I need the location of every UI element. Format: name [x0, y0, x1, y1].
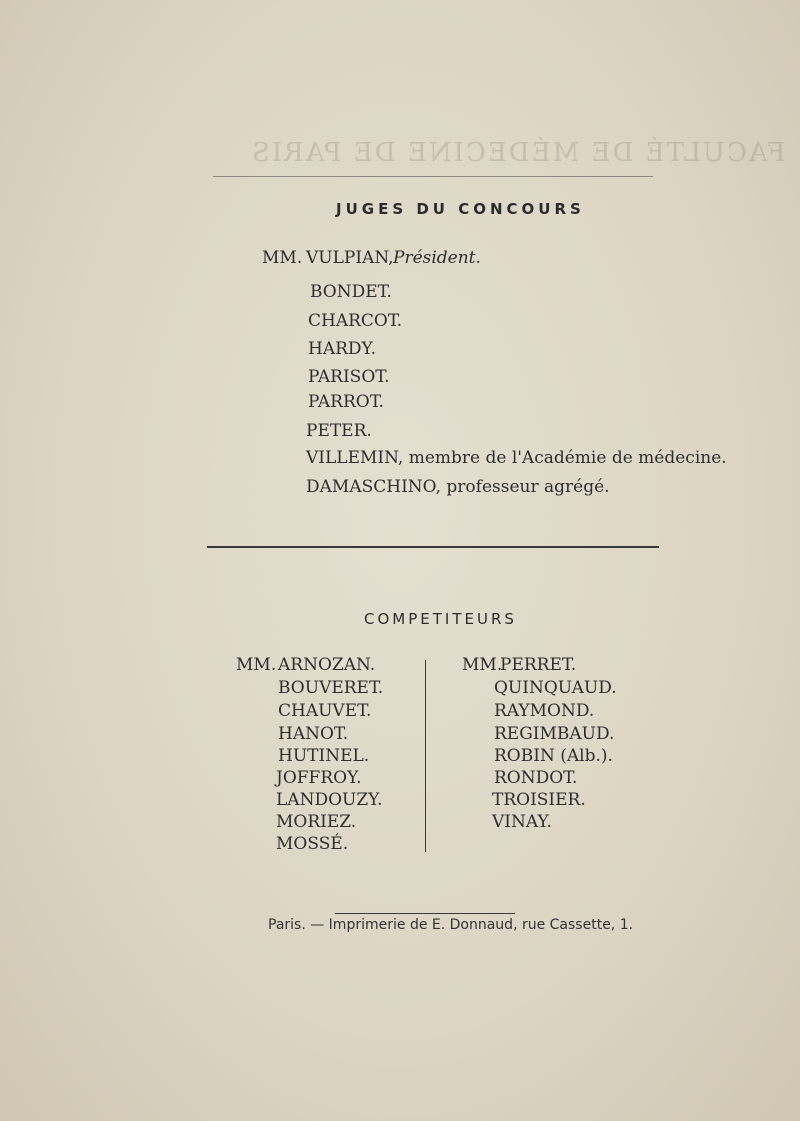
competitor-right: TROISIER.	[492, 790, 586, 810]
competitor-right: PERRET.	[500, 655, 577, 675]
juges-mm: MM.	[262, 248, 303, 268]
competitor-left: HUTINEL.	[278, 746, 370, 766]
competitor-left: ARNOZAN.	[278, 655, 376, 675]
right-mm: MM.	[462, 655, 503, 675]
juges-heading: JUGES DU CONCOURS	[336, 200, 585, 218]
competiteurs-heading: COMPETITEURS	[364, 610, 517, 628]
competitor-left: LANDOUZY.	[276, 790, 383, 810]
competitor-left: MOSSÉ.	[276, 834, 349, 854]
competitor-left: MORIEZ.	[276, 812, 357, 832]
competitor-right: VINAY.	[492, 812, 552, 832]
bleed-through-text: FACULTÉ DE MÉDECINE DE PARIS	[250, 138, 786, 168]
juge-member: DAMASCHINO, professeur agrégé.	[306, 477, 610, 497]
juge-member: PARROT.	[308, 392, 384, 412]
competitor-right: REGIMBAUD.	[494, 724, 615, 744]
left-mm: MM.	[236, 655, 277, 675]
competitor-right: RAYMOND.	[494, 701, 595, 721]
president-title: Président.	[393, 248, 481, 268]
printer-footer: Paris. — Imprimerie de E. Donnaud, rue Cassette, 1.	[268, 917, 634, 933]
competitor-right: RONDOT.	[494, 768, 578, 788]
competitor-left: JOFFROY.	[276, 768, 362, 788]
competitor-left: HANOT.	[278, 724, 349, 744]
column-separator	[425, 660, 426, 852]
competitor-left: CHAUVET.	[278, 701, 372, 721]
footer-rule	[335, 913, 515, 914]
juge-member: VILLEMIN, membre de l'Académie de médecine.	[306, 448, 727, 468]
competitor-right: QUINQUAUD.	[494, 678, 617, 698]
juge-member: PARISOT.	[308, 367, 390, 387]
competitor-left: BOUVERET.	[278, 678, 384, 698]
juge-member: HARDY.	[308, 339, 376, 359]
top-rule	[213, 176, 653, 177]
section-rule	[207, 546, 659, 548]
juge-member: CHARCOT.	[308, 311, 403, 331]
juge-member: PETER.	[306, 421, 372, 441]
juge-member: BONDET.	[310, 282, 392, 302]
president-name: VULPIAN,	[306, 248, 394, 268]
competitor-right: ROBIN (Alb.).	[494, 746, 613, 766]
